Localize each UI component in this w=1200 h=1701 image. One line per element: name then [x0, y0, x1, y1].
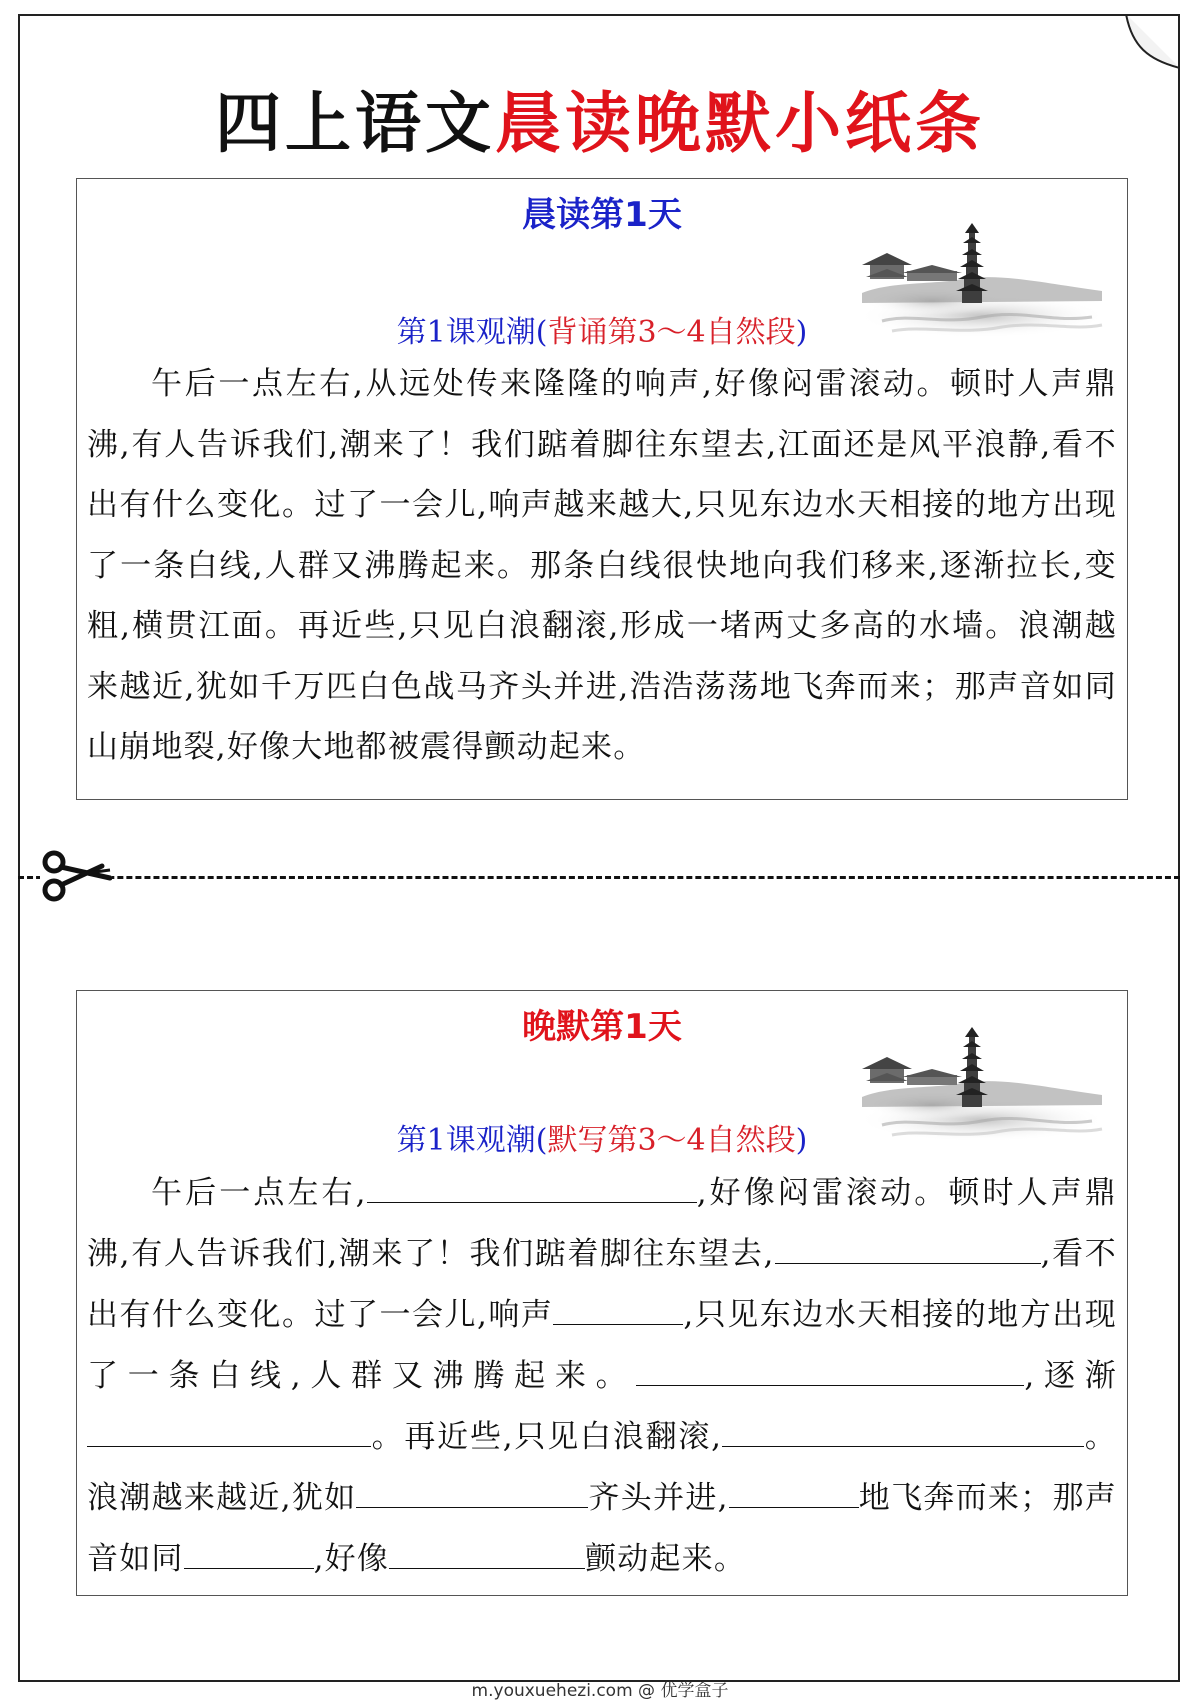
- dictation-text-8: 齐头并进,: [588, 1480, 729, 1516]
- dictation-text-11: 颤动起来。: [585, 1541, 747, 1577]
- dictation-text-7: 。浪潮越来越近,犹如: [87, 1419, 1117, 1516]
- page-title: [0, 70, 1200, 165]
- evening-dictation-card: [76, 990, 1128, 1596]
- fill-blank-5[interactable]: [636, 1355, 990, 1386]
- morning-open-paren: (: [535, 315, 548, 350]
- dictation-text-5: ,逐渐: [1024, 1358, 1117, 1394]
- fill-blank-1[interactable]: [367, 1172, 697, 1203]
- fill-blank-3[interactable]: [1007, 1233, 1041, 1264]
- fill-blank-12[interactable]: [184, 1538, 314, 1569]
- evening-lesson-line: [77, 1115, 1127, 1159]
- morning-lesson-title: 第1课观潮: [396, 315, 536, 350]
- morning-lesson-line: [77, 307, 1127, 351]
- morning-heading: 晨读第1天: [522, 195, 682, 235]
- dictation-passage: [87, 1163, 1117, 1590]
- evening-open-paren: (: [535, 1123, 548, 1158]
- cut-dashed-line: [18, 876, 1180, 879]
- fill-blank-9[interactable]: [954, 1416, 1084, 1447]
- title-part-black: 四上语文: [215, 85, 495, 162]
- morning-reading-card: [76, 178, 1128, 800]
- morning-passage: 午后一点左右,从远处传来隆隆的响声,好像闷雷滚动。顿时人声鼎沸,有人告诉我们,潮来了！我们踮着脚往东望去,江面还是风平浪静,看不出有什么变化。过了一会儿,响声越来越大,只见东边水天相接的地方出现了一条白线,人群又沸腾起来。那条白线很快地向我们移来,逐渐拉长,变粗,横贯江面。再近些,只见白浪翻滚,形成一堵两丈多高的水墙。浪潮越来越近,犹如千万匹白色战马齐头并进,浩浩荡荡地飞奔而来；那声音如同山崩地裂,好像大地都被震得颤动起来。: [87, 366, 1117, 765]
- fill-blank-8[interactable]: [722, 1416, 954, 1447]
- fill-blank-2[interactable]: [775, 1233, 1007, 1264]
- dictation-text-6: 。再近些,只见白浪翻滚,: [371, 1419, 723, 1455]
- morning-close-paren: ): [795, 315, 808, 350]
- fill-blank-13[interactable]: [389, 1538, 585, 1569]
- dictation-text-4: ,只见东边水天相接的地方出现了一条白线,人群又沸腾起来。: [87, 1297, 1117, 1394]
- fill-blank-11[interactable]: [729, 1477, 859, 1508]
- evening-lesson-title: 第1课观潮: [396, 1123, 536, 1158]
- dictation-text-10: ,好像: [313, 1541, 390, 1577]
- dictation-text-9: 地飞奔而来；那声音如同: [87, 1480, 1117, 1577]
- evening-close-paren: ): [795, 1123, 808, 1158]
- footer-watermark: m.youxuehezi.com @ 优学盒子: [471, 1681, 729, 1701]
- evening-heading: 晚默第1天: [522, 1007, 682, 1047]
- fill-blank-6[interactable]: [990, 1355, 1024, 1386]
- dictation-text-3: ,看不出有什么变化。过了一会儿,响声: [87, 1236, 1117, 1333]
- fill-blank-7[interactable]: [87, 1416, 371, 1447]
- fill-blank-4[interactable]: [553, 1294, 683, 1325]
- evening-instruction: 默写第3～4自然段: [547, 1123, 796, 1158]
- scissors-icon: [40, 848, 112, 904]
- dictation-text-2: ,好像闷雷滚动。顿时人声鼎沸,有人告诉我们,潮来了！我们踮着脚往东望去,: [87, 1175, 1117, 1272]
- dictation-text-1: 午后一点左右,: [151, 1175, 367, 1211]
- title-part-red: 晨读晚默小纸条: [495, 85, 985, 162]
- morning-instruction: 背诵第3～4自然段: [547, 315, 796, 350]
- fill-blank-10[interactable]: [356, 1477, 588, 1508]
